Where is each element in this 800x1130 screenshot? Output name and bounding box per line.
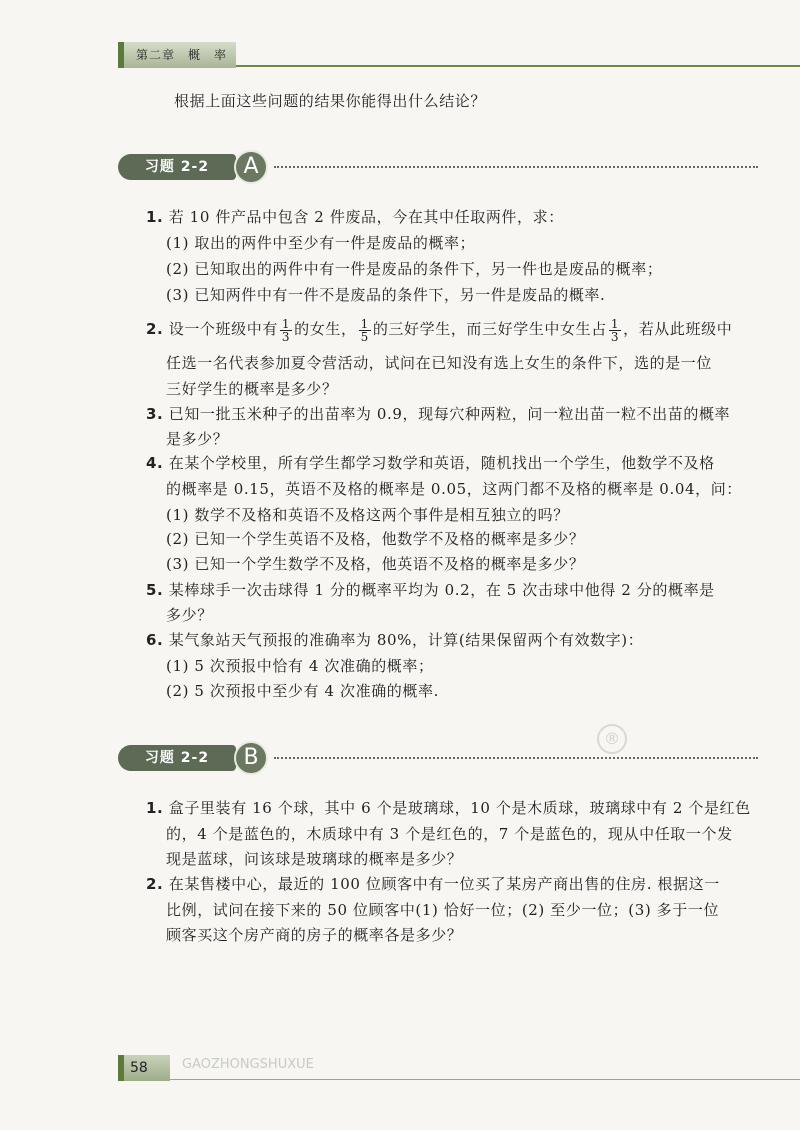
a-q6-number: 6.: [146, 631, 164, 649]
a-q5-line1: [146, 579, 715, 601]
a-q6-text: 某气象站天气预报的准确率为 80%，计算(结果保留两个有效数字)：: [168, 631, 644, 649]
chapter-title: 第二章 概 率: [118, 42, 236, 68]
a-q5-line2: 多少？: [166, 606, 213, 624]
a-q5-number: 5.: [146, 581, 164, 599]
a-q5-text: 某棒球手一次击球得 1 分的概率平均为 0.2，在 5 次击球中他得 2 分的概率是: [168, 581, 715, 599]
page-number: 58: [118, 1055, 170, 1081]
a-q1-sub2: (2) 已知取出的两件中有一件是废品的条件下，另一件也是废品的概率；: [166, 260, 663, 278]
b-q1-line3: 现是蓝球，问该球是玻璃球的概率是多少？: [166, 850, 463, 868]
a-q6-line1: [146, 629, 643, 651]
intro-question: 根据上面这些问题的结果你能得出什么结论？: [174, 92, 487, 110]
a-q2-text4: ，若从此班级中: [623, 320, 733, 338]
fraction-one-fifth: $\frac{1}{5}$: [360, 316, 369, 344]
section-a-dotted-rule: [274, 166, 758, 168]
section-b-dotted-rule: [274, 757, 758, 759]
b-q2-number: 2.: [146, 875, 164, 893]
a-q3-number: 3.: [146, 405, 164, 423]
b-q2-line1: [146, 873, 720, 895]
a-q6-sub1: (1) 5 次预报中恰有 4 次准确的概率；: [166, 657, 434, 675]
b-q1-line1: [146, 797, 751, 819]
section-a-label: 习题 2-2: [118, 154, 236, 180]
section-b-letter: B: [234, 741, 268, 775]
a-q3-line2: 是多少？: [166, 430, 229, 448]
a-q4-line1: [146, 452, 715, 474]
fraction-one-third-b: $\frac{1}{3}$: [610, 316, 620, 344]
footer-rule: [170, 1079, 800, 1080]
a-q3-line1: [146, 403, 730, 425]
a-q4-sub2: (2) 已知一个学生英语不及格，他数学不及格的概率是多少？: [166, 530, 585, 548]
a-q4-line2: 的概率是 0.15，英语不及格的概率是 0.05，这两门都不及格的概率是 0.04，问：: [166, 480, 742, 498]
a-q3-text: 已知一批玉米种子的出苗率为 0.9，现每穴种两粒，问一粒出苗一粒不出苗的概率: [168, 405, 731, 423]
a-q2-line3: 三好学生的概率是多少？: [166, 380, 338, 398]
a-q2-text2: 的女生，: [294, 320, 357, 338]
section-a-letter: A: [234, 150, 268, 184]
b-q1-line2: 的，4 个是蓝色的，木质球中有 3 个是红色的，7 个是蓝色的，现从中任取一个发: [166, 825, 733, 843]
a-q6-sub2: (2) 5 次预报中至少有 4 次准确的概率.: [166, 682, 439, 700]
a-q1-sub1: (1) 取出的两件中至少有一件是废品的概率；: [166, 234, 476, 252]
a-q2-line1: [146, 314, 732, 344]
page-footer: [118, 1055, 800, 1081]
b-q1-text: 盒子里装有 16 个球，其中 6 个是玻璃球，10 个是木质球，玻璃球中有 2 个是红色: [168, 799, 751, 817]
b-q2-text: 在某售楼中心，最近的 100 位顾客中有一位买了某房产商出售的住房. 根据这一: [168, 875, 720, 893]
b-q2-line3: 顾客买这个房产商的房子的概率各是多少？: [166, 926, 463, 944]
a-q1-text: 若 10 件产品中包含 2 件废品，今在其中任取两件，求：: [168, 208, 564, 226]
b-q2-line2: 比例，试问在接下来的 50 位顾客中(1) 恰好一位；(2) 至少一位；(3) 多于一位: [166, 901, 720, 919]
a-q2-text1: 设一个班级中有: [168, 320, 278, 338]
chapter-header: [118, 42, 800, 68]
a-q2-text3: 的三好学生，而三好学生中女生占: [372, 320, 607, 338]
section-b-label: 习题 2-2: [118, 745, 236, 771]
series-title: GAOZHONGSHUXUE: [182, 1057, 314, 1072]
a-q4-number: 4.: [146, 454, 164, 472]
registered-mark-icon: ®: [597, 724, 627, 754]
a-q2-number: 2.: [146, 320, 164, 338]
a-q1-number: 1.: [146, 208, 164, 226]
a-q4-sub1: (1) 数学不及格和英语不及格这两个事件是相互独立的吗？: [166, 506, 569, 524]
a-q4-text: 在某个学校里，所有学生都学习数学和英语，随机找出一个学生，他数学不及格: [168, 454, 715, 472]
header-rule: [236, 65, 800, 67]
a-q2-line2: 任选一名代表参加夏令营活动，试问在已知没有选上女生的条件下，选的是一位: [166, 354, 713, 372]
a-q1-sub3: (3) 已知两件中有一件不是废品的条件下，另一件是废品的概率.: [166, 286, 606, 304]
section-a-banner: [118, 150, 758, 184]
b-q1-number: 1.: [146, 799, 164, 817]
a-q4-sub3: (3) 已知一个学生数学不及格，他英语不及格的概率是多少？: [166, 555, 585, 573]
fraction-one-third: $\frac{1}{3}$: [281, 316, 291, 344]
a-q1: [146, 206, 564, 228]
section-b-banner: [118, 741, 758, 775]
